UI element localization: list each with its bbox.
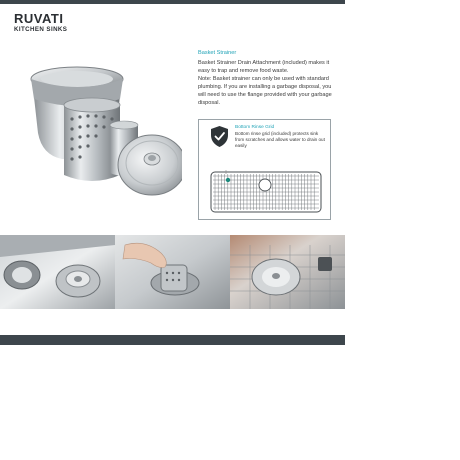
strainer-note: Note: Basket strainer can only be used with standard plumbing. If you are installing a garbage disposal, you will need to use the flange provided with your garbage disposal.: [198, 76, 332, 106]
photo-strip: [0, 235, 345, 309]
rinse-grid-description: [235, 125, 325, 150]
strainer-heading: Basket Strainer: [198, 50, 237, 56]
shield-check-icon: [209, 125, 230, 148]
brand-logo: [14, 12, 76, 33]
brand-tagline: KITCHEN SINKS: [14, 26, 68, 33]
rinse-grid-drawing: [207, 170, 325, 214]
rinse-grid-heading: Bottom Rinse Grid: [235, 125, 275, 130]
basket-strainer-photo: [12, 55, 182, 205]
drain-in-sink-photo: [0, 235, 115, 309]
rinse-grid-card: [198, 119, 331, 220]
brand-name: RUVATI: [14, 11, 64, 26]
strainer-in-sink-photo: [230, 235, 345, 309]
hand-inserting-strainer-photo: [115, 235, 230, 309]
bottom-bar: [0, 335, 345, 345]
top-bar: [0, 0, 345, 4]
strainer-body: Basket Strainer Drain Attachment (included) makes it easy to trap and remove food waste.: [198, 60, 330, 74]
basket-strainer-description: [198, 50, 333, 107]
rinse-grid-body: Bottom rinse grid (included) protects sink from scratches and allows water to drain out easily: [235, 131, 325, 149]
